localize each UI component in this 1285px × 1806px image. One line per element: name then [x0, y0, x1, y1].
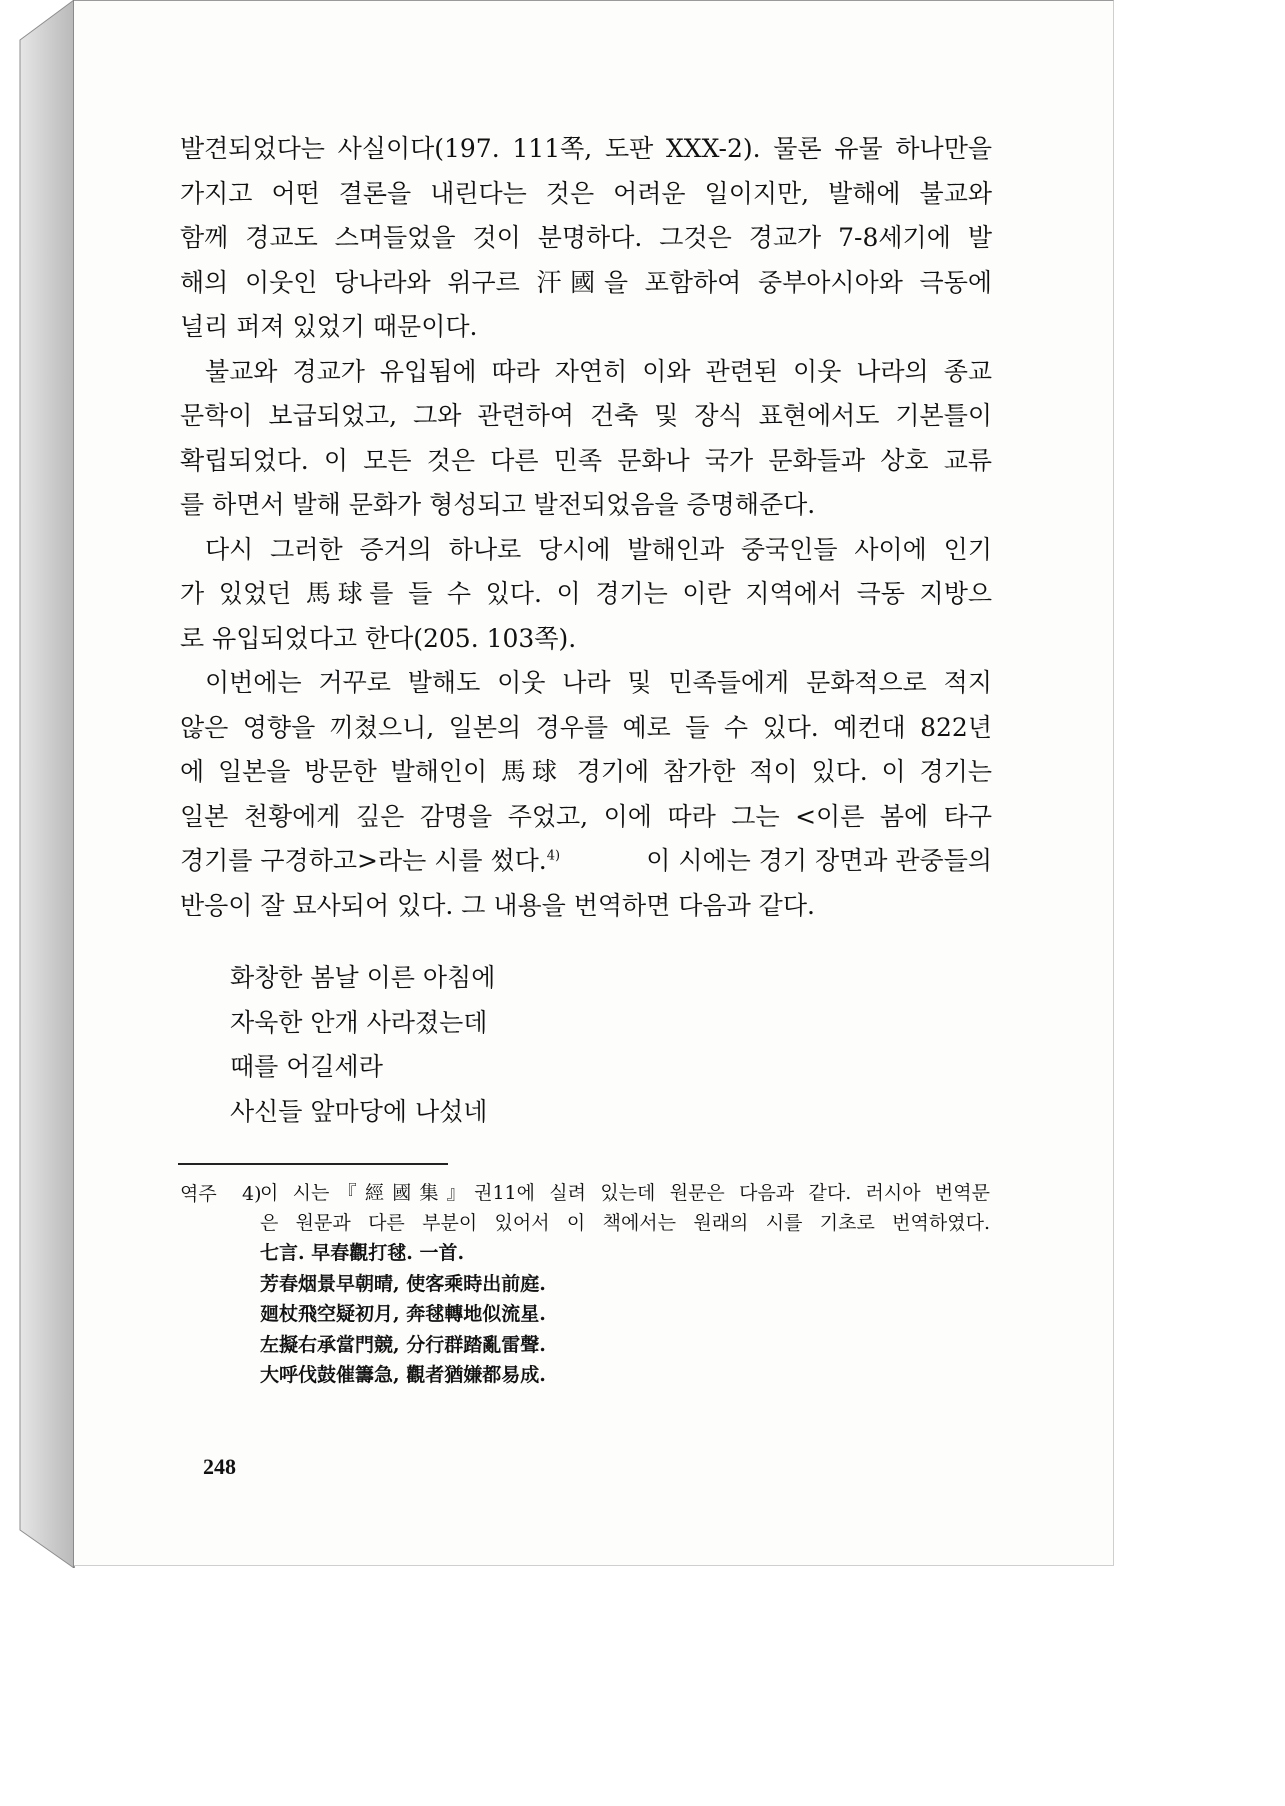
body-line: 다시 그러한 증거의 하나로 당시에 발해인과 중국인들 사이에 인기: [205, 534, 992, 564]
original-poem-line: 大呼伐鼓催籌急, 觀者猶嫌都易成.: [260, 1364, 546, 1386]
footnote-marker: 4): [546, 848, 561, 864]
body-line: 로 유입되었다고 한다(205. 103쪽).: [180, 623, 577, 653]
footnote-number: 4): [242, 1183, 262, 1205]
poem-line: 사신들 앞마당에 나섰네: [230, 1096, 488, 1126]
poem-line: 화창한 봄날 이른 아침에: [230, 963, 496, 992]
original-poem-line: 七言. 早春觀打毬. 一首.: [260, 1242, 465, 1264]
body-line: 발견되었다는 사실이다(197. 111쪽, 도판 XXX-2). 물론 유물 하나만을: [180, 134, 992, 163]
body-line: 가지고 어떤 결론을 내린다는 것은 어려운 일이지만, 발해에 불교와: [180, 178, 992, 208]
poem: [230, 956, 495, 1134]
page-number: 248: [203, 1454, 236, 1479]
body-line: 확립되었다. 이 모든 것은 다른 민족 문화나 국가 문화들과 상호 교류: [180, 445, 992, 475]
body-line: 널리 퍼져 있었기 때문이다.: [180, 312, 478, 341]
footnote-label: 역주: [180, 1183, 217, 1205]
body-line: [180, 839, 992, 884]
poem-line: 자욱한 안개 사라졌는데: [230, 1007, 488, 1037]
footnote-separator: [178, 1163, 448, 1165]
body-line: 일본 천황에게 깊은 감명을 주었고, 이에 따라 그는 <이른 봄에 타구: [180, 801, 992, 831]
body-line: 해의 이웃인 당나라와 위구르 汗國을 포함하여 중부아시아와 극동에: [180, 267, 992, 297]
body-line-part: 경기를 구경하고>라는 시를 썼다.$^{4)}$: [180, 846, 561, 875]
body-line: 불교와 경교가 유입됨에 따라 자연히 이와 관련된 이웃 나라의 종교: [205, 356, 992, 386]
body-line: 에 일본을 방문한 발해인이 馬球 경기에 참가한 적이 있다. 이 경기는: [180, 757, 992, 786]
book-spine: [0, 0, 80, 1568]
poem-line: 때를 어길세라: [230, 1052, 383, 1081]
body-line: 않은 영향을 끼쳤으니, 일본의 경우를 예로 들 수 있다. 예컨대 822년: [180, 712, 992, 742]
footnote-text: [260, 1178, 990, 1238]
footnote-line: 은 원문과 다른 부분이 있어서 이 책에서는 원래의 시를 기초로 번역하였다.: [260, 1212, 990, 1234]
footnote-line: 이 시는『經國集』권11에 실려 있는데 원문은 다음과 같다. 러시아 번역문: [260, 1182, 990, 1204]
body-text: [180, 127, 992, 928]
body-line: 를 하면서 발해 문화가 형성되고 발전되었음을 증명해준다.: [180, 490, 816, 519]
original-poem-line: 左擬右承當門競, 分行群踏亂雷聲.: [260, 1333, 546, 1356]
body-line: 반응이 잘 묘사되어 있다. 그 내용을 번역하면 다음과 같다.: [180, 890, 815, 920]
original-poem-line: 芳春烟景早朝晴, 使客乘時出前庭.: [260, 1272, 546, 1295]
body-line: 함께 경교도 스며들었을 것이 분명하다. 그것은 경교가 7-8세기에 발: [180, 223, 992, 252]
original-poem-line: 廻杖飛空疑初月, 奔毬轉地似流星.: [260, 1303, 546, 1325]
body-line: 문학이 보급되었고, 그와 관련하여 건축 및 장식 표현에서도 기본틀이: [180, 401, 992, 430]
footnote-original-poem: [260, 1238, 546, 1391]
body-line-part: 이 시에는 경기 장면과 관중들의: [646, 846, 992, 875]
body-line: 이번에는 거꾸로 발해도 이웃 나라 및 민족들에게 문화적으로 적지: [205, 668, 992, 697]
body-line: 가 있었던 馬球를 들 수 있다. 이 경기는 이란 지역에서 극동 지방으: [180, 579, 992, 608]
